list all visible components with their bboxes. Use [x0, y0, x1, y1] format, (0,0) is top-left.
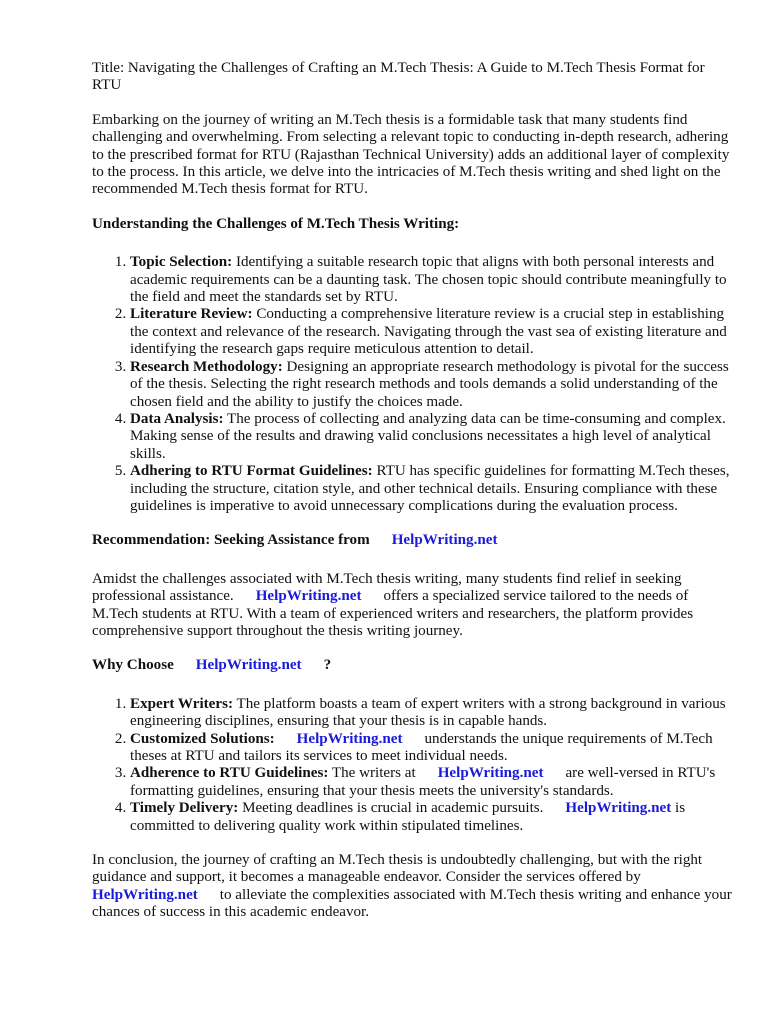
document-title: Title: Navigating the Challenges of Crafting an M.Tech Thesis: A Guide to M.Tech Thesis Format for RTU: [92, 60, 705, 94]
why-item-label: Timely Delivery:: [130, 800, 239, 817]
recommendation-text: offers a specialized service tailored to the needs of M.Tech students at RTU. With a team of experienced writers and researchers, the platform provides comprehensive support throughout the thesis writing journey.: [92, 588, 694, 639]
helpwriting-link[interactable]: HelpWriting.net: [565, 800, 672, 817]
why-item-label: Customized Solutions:: [130, 730, 275, 747]
challenge-text: Identifying a suitable research topic that aligns with both personal interests and academic requirements can be a daunting task. The chosen topic should contribute meaningfully to the field and meet the standards set by RTU.: [130, 254, 727, 306]
challenge-item: [130, 463, 732, 515]
recommendation-heading-text: Recommendation: Seeking Assistance from: [92, 532, 370, 549]
why-item-timely: [130, 800, 732, 835]
conclusion-paragraph: [92, 852, 732, 922]
why-choose-heading: [92, 657, 732, 674]
challenge-label: Research Methodology:: [130, 358, 283, 375]
why-item-text: The platform boasts a team of expert writers with a strong background in various engineering disciplines, ensuring that your thesis is in capable hands.: [130, 695, 726, 730]
helpwriting-link[interactable]: HelpWriting.net: [92, 886, 198, 903]
why-item-text: Meeting deadlines is crucial in academic pursuits.: [242, 800, 544, 817]
why-item-text: is committed to delivering quality work within stipulated timelines.: [130, 800, 686, 834]
why-choose-question-mark: ?: [323, 657, 332, 674]
recommendation-paragraph: [92, 571, 732, 641]
why-choose-text: Why Choose: [92, 657, 174, 674]
challenge-label: Adhering to RTU Format Guidelines:: [130, 463, 373, 480]
recommendation-text: Amidst the challenges associated with M.Tech thesis writing, many students find relief in seeking professional assistance.: [92, 570, 682, 605]
why-item-adherence: [130, 765, 732, 800]
why-item-text: understands the unique requirements of M.Tech theses at RTU and tailors its services to meet individual needs.: [130, 730, 713, 764]
recommendation-heading: [92, 532, 732, 549]
challenges-list: [92, 254, 732, 515]
challenge-text: Conducting a comprehensive literature review is a crucial step in establishing the context and relevance of the research. Navigating through the vast sea of existing literature and identifying the research gaps require meticulous attention to detail.: [130, 306, 727, 358]
helpwriting-link[interactable]: HelpWriting.net: [296, 730, 403, 747]
helpwriting-link[interactable]: HelpWriting.net: [255, 588, 362, 605]
why-item-label: Adherence to RTU Guidelines:: [130, 765, 329, 782]
why-choose-list: [92, 696, 732, 835]
challenge-item: [130, 359, 732, 411]
challenges-heading: Understanding the Challenges of M.Tech Thesis Writing:: [92, 215, 460, 232]
conclusion-text: In conclusion, the journey of crafting an M.Tech thesis is undoubtedly challenging, but with the right guidance and support, it becomes a manageable endeavor. Consider the services offered by: [92, 852, 703, 886]
helpwriting-link[interactable]: HelpWriting.net: [195, 657, 302, 674]
conclusion-text: to alleviate the complexities associated with M.Tech thesis writing and enhance your chances of success in this academic endeavor.: [92, 886, 732, 921]
challenge-item: [130, 306, 732, 358]
why-item-label: Expert Writers:: [130, 695, 233, 712]
helpwriting-link[interactable]: HelpWriting.net: [437, 765, 544, 782]
why-item-text: are well-versed in RTU's formatting guidelines, ensuring that your thesis meets the university's standards.: [130, 765, 716, 799]
helpwriting-link[interactable]: HelpWriting.net: [391, 532, 498, 549]
challenge-text: Designing an appropriate research methodology is pivotal for the success of the thesis. Selecting the right research methods and tools demands a solid understanding of the chosen field and the ability to justify the choices made.: [130, 358, 729, 410]
challenge-item: [130, 254, 732, 306]
challenge-label: Data Analysis:: [130, 410, 224, 427]
document-page: [92, 60, 732, 939]
challenge-text: RTU has specific guidelines for formatting M.Tech theses, including the structure, citation style, and other technical details. Ensuring compliance with these guidelines is imperative to avoid unnecessary complications during the evaluation process.: [130, 463, 730, 514]
why-item-expert: [130, 696, 732, 731]
challenge-label: Topic Selection:: [130, 254, 233, 271]
why-item-custom: [130, 731, 732, 766]
challenge-text: The process of collecting and analyzing data can be time-consuming and complex. Making sense of the results and drawing valid conclusions necessitates a high level of analytical skills.: [130, 410, 726, 462]
challenge-label: Literature Review:: [130, 306, 253, 323]
challenge-item: [130, 411, 732, 463]
intro-paragraph: Embarking on the journey of writing an M.Tech thesis is a formidable task that many students find challenging and overwhelming. From selecting a relevant topic to conducting in-depth research, adhering to the prescribed format for RTU (Rajasthan Technical University) adds an additional layer of complexity to the process. In this article, we delve into the intricacies of M.Tech thesis writing and shed light on the recommended M.Tech thesis format for RTU.: [92, 111, 730, 198]
why-item-text: The writers at: [331, 765, 416, 782]
